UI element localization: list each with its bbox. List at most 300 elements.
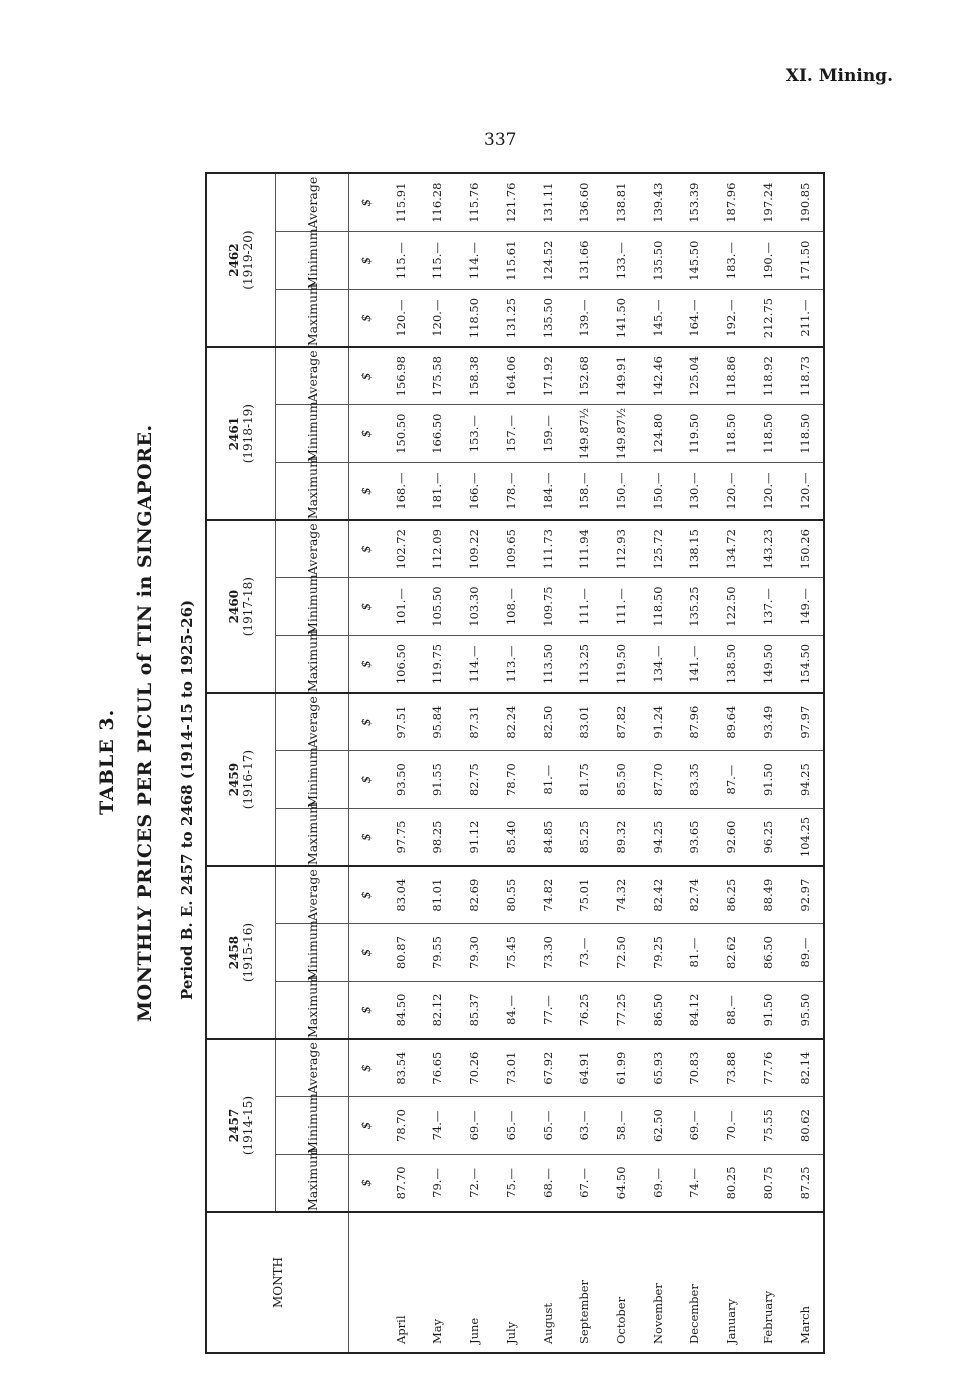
year-ce: (1914-15) [241,1095,255,1156]
price-cell: 75.45 [493,924,530,982]
month-label: September [577,1279,592,1344]
price-cell: 156.98 [382,347,419,405]
price-cell: 86.50 [639,981,676,1039]
price-cell: 149.87½ [603,405,640,463]
price-cell: 166.— [456,462,493,520]
price-cell: 62.50 [639,1097,676,1155]
price-cell: 92.97 [786,866,823,924]
table-row [749,174,786,1352]
price-cell: 150.50 [382,405,419,463]
price-cell: 119.50 [676,405,713,463]
month-label: February [760,1290,775,1344]
price-cell: 72.50 [603,924,640,982]
price-cell: 80.25 [713,1154,750,1212]
price-cell: 150.— [639,462,676,520]
year-be: 2461 [227,416,241,451]
table-row [419,174,456,1352]
month-label: May [430,1318,445,1344]
price-cell: 81.— [529,751,566,809]
month-label: October [613,1296,628,1344]
price-cell: 82.74 [676,866,713,924]
price-cell: 103.30 [456,578,493,636]
table-row [786,174,823,1352]
price-cell: 77.25 [603,981,640,1039]
table-title: MONTHLY PRICES PER PICUL of TIN in SINGAPORE. [134,424,156,1022]
currency-symbol: $ [349,174,383,232]
month-cell [639,1212,676,1352]
price-cell: 115.91 [382,174,419,232]
subheader-maximum: Maximum [276,635,349,693]
price-cell: 91.24 [639,693,676,751]
price-cell: 73.01 [493,1039,530,1097]
tin-prices-table [207,174,823,1352]
price-cell: 113.50 [529,635,566,693]
price-cell: 74.82 [529,866,566,924]
price-cell: 70.26 [456,1039,493,1097]
currency-symbol: $ [349,232,383,290]
currency-symbol: $ [349,751,383,809]
price-cell: 84.85 [529,808,566,866]
price-cell: 79.— [419,1154,456,1212]
price-cell: 82.24 [493,693,530,751]
price-cell: 72.— [456,1154,493,1212]
price-cell: 82.69 [456,866,493,924]
price-cell: 93.49 [749,693,786,751]
month-cell [676,1212,713,1352]
year-ce: (1916-17) [241,749,255,810]
price-cell: 83.35 [676,751,713,809]
price-cell: 70.— [713,1097,750,1155]
price-cell: 73.30 [529,924,566,982]
price-cell: 80.75 [749,1154,786,1212]
month-cell [603,1212,640,1352]
price-cell: 115.— [419,232,456,290]
price-cell: 137.— [749,578,786,636]
subheader-minimum: Minimum [276,578,349,636]
price-cell: 125.04 [676,347,713,405]
currency-month-cell [349,1212,383,1352]
table-period: Period B. E. 2457 to 2468 (1914-15 to 1925-26) [178,599,196,1000]
price-cell: 135.50 [529,290,566,348]
subheader-maximum: Maximum [276,462,349,520]
price-cell: 84.50 [382,981,419,1039]
price-cell: 95.50 [786,981,823,1039]
price-cell: 65.— [529,1097,566,1155]
currency-symbol: $ [349,981,383,1039]
price-cell: 135.25 [676,578,713,636]
price-cell: 120.— [713,462,750,520]
price-cell: 64.50 [603,1154,640,1212]
price-cell: 81.01 [419,866,456,924]
year-group-2461 [207,347,276,520]
currency-symbol: $ [349,462,383,520]
price-cell: 87.— [713,751,750,809]
price-cell: 83.01 [566,693,603,751]
price-cell: 91.50 [749,981,786,1039]
currency-symbol: $ [349,290,383,348]
price-cell: 187.96 [713,174,750,232]
price-cell: 120.— [382,290,419,348]
price-cell: 112.93 [603,520,640,578]
price-cell: 118.50 [639,578,676,636]
year-ce: (1917-18) [241,577,255,637]
year-ce: (1918-19) [241,404,255,464]
price-cell: 106.50 [382,635,419,693]
price-cell: 89.64 [713,693,750,751]
price-cell: 93.65 [676,808,713,866]
year-ce: (1919-20) [241,230,255,290]
subheader-average: Average [276,347,349,405]
price-cell: 88.49 [749,866,786,924]
price-cell: 61.99 [603,1039,640,1097]
table-row [676,174,713,1352]
price-cell: 121.76 [493,174,530,232]
price-cell: 80.62 [786,1097,823,1155]
price-cell: 141.50 [603,290,640,348]
price-cell: 139.43 [639,174,676,232]
price-cell: 118.73 [786,347,823,405]
price-cell: 69.— [639,1154,676,1212]
price-cell: 152.68 [566,347,603,405]
price-cell: 97.75 [382,808,419,866]
price-cell: 86.25 [713,866,750,924]
price-cell: 74.— [676,1154,713,1212]
price-cell: 77.— [529,981,566,1039]
price-cell: 149.50 [749,635,786,693]
price-cell: 68.— [529,1154,566,1212]
price-cell: 88.— [713,981,750,1039]
price-cell: 83.54 [382,1039,419,1097]
price-cell: 95.84 [419,693,456,751]
year-group-2458 [207,866,276,1039]
year-be: 2462 [227,243,241,277]
year-group-2457 [207,1039,276,1212]
subheader-average: Average [276,1039,349,1097]
price-cell: 131.66 [566,232,603,290]
price-cell: 87.70 [382,1154,419,1212]
price-cell: 131.25 [493,290,530,348]
price-cell: 87.31 [456,693,493,751]
price-cell: 74.— [419,1097,456,1155]
subheader-minimum: Minimum [276,1097,349,1155]
price-cell: 154.50 [786,635,823,693]
price-cell: 83.04 [382,866,419,924]
price-cell: 164.— [676,290,713,348]
table-row [639,174,676,1352]
table-row [456,174,493,1352]
price-cell: 109.65 [493,520,530,578]
price-cell: 108.— [493,578,530,636]
price-cell: 197.24 [749,174,786,232]
price-cell: 130.— [676,462,713,520]
price-cell: 120.— [786,462,823,520]
price-cell: 150.— [603,462,640,520]
price-cell: 89.— [786,924,823,982]
price-cell: 118.50 [713,405,750,463]
subheader-maximum: Maximum [276,1154,349,1212]
price-cell: 181.— [419,462,456,520]
currency-symbol: $ [349,808,383,866]
price-cell: 114.— [456,232,493,290]
price-cell: 85.40 [493,808,530,866]
price-cell: 141.— [676,635,713,693]
page-number: 337 [484,130,517,150]
price-cell: 65.93 [639,1039,676,1097]
price-cell: 120.— [749,462,786,520]
currency-symbol: $ [349,1154,383,1212]
price-cell: 109.22 [456,520,493,578]
price-cell: 118.50 [786,405,823,463]
month-label: March [797,1306,812,1344]
price-cell: 164.06 [493,347,530,405]
price-cell: 118.86 [713,347,750,405]
price-cell: 131.11 [529,174,566,232]
price-cell: 91.55 [419,751,456,809]
price-cell: 149.87½ [566,405,603,463]
rotated-table-wrapper [207,174,823,1352]
table-row [382,174,419,1352]
price-cell: 76.65 [419,1039,456,1097]
price-cell: 143.23 [749,520,786,578]
price-cell: 192.— [713,290,750,348]
price-cell: 138.81 [603,174,640,232]
price-cell: 183.— [713,232,750,290]
price-cell: 67.92 [529,1039,566,1097]
price-cell: 114.— [456,635,493,693]
price-cell: 112.09 [419,520,456,578]
subheader-minimum: Minimum [276,405,349,463]
price-cell: 73.88 [713,1039,750,1097]
year-group-2460 [207,520,276,693]
price-cell: 150.26 [786,520,823,578]
price-cell: 105.50 [419,578,456,636]
price-cell: 149.— [786,578,823,636]
price-cell: 116.28 [419,174,456,232]
price-cell: 81.75 [566,751,603,809]
price-cell: 184.— [529,462,566,520]
price-cell: 81.— [676,924,713,982]
price-cell: 134.72 [713,520,750,578]
section-header: XI. Mining. [785,66,893,86]
price-cell: 119.75 [419,635,456,693]
price-cell: 73.— [566,924,603,982]
price-cell: 190.— [749,232,786,290]
price-cell: 211.— [786,290,823,348]
price-cell: 157.— [493,405,530,463]
subheader-average: Average [276,866,349,924]
currency-symbol: $ [349,520,383,578]
price-cell: 67.— [566,1154,603,1212]
price-cell: 113.— [493,635,530,693]
month-cell [382,1212,419,1352]
subheader-average: Average [276,174,349,232]
table-row [603,174,640,1352]
price-cell: 142.46 [639,347,676,405]
price-cell: 85.50 [603,751,640,809]
price-cell: 122.50 [713,578,750,636]
price-cell: 84.— [493,981,530,1039]
month-label: November [650,1283,665,1344]
price-cell: 85.37 [456,981,493,1039]
price-cell: 109.75 [529,578,566,636]
price-cell: 175.58 [419,347,456,405]
table-label: TABLE 3. [96,708,118,815]
month-cell [566,1212,603,1352]
price-cell: 74.32 [603,866,640,924]
price-cell: 58.— [603,1097,640,1155]
price-cell: 85.25 [566,808,603,866]
price-cell: 166.50 [419,405,456,463]
subheader-average: Average [276,520,349,578]
year-be: 2457 [227,1108,241,1143]
year-group-2462 [207,174,276,347]
price-cell: 87.82 [603,693,640,751]
price-cell: 111.— [566,578,603,636]
price-cell: 118.50 [749,405,786,463]
month-label: July [503,1321,518,1344]
currency-symbol: $ [349,1097,383,1155]
table-row [493,174,530,1352]
month-cell [713,1212,750,1352]
price-cell: 96.25 [749,808,786,866]
month-label: August [540,1302,555,1344]
price-cell: 124.80 [639,405,676,463]
price-cell: 82.62 [713,924,750,982]
price-cell: 149.91 [603,347,640,405]
subheader-minimum: Minimum [276,232,349,290]
price-cell: 139.— [566,290,603,348]
subheader-maximum: Maximum [276,981,349,1039]
price-cell: 79.25 [639,924,676,982]
subheader-minimum: Minimum [276,751,349,809]
price-cell: 97.97 [786,693,823,751]
price-cell: 138.50 [713,635,750,693]
price-cell: 92.60 [713,808,750,866]
price-cell: 118.92 [749,347,786,405]
price-cell: 135.50 [639,232,676,290]
price-cell: 98.25 [419,808,456,866]
price-cell: 82.12 [419,981,456,1039]
month-label: June [467,1317,482,1344]
currency-symbol: $ [349,866,383,924]
price-cell: 111.— [603,578,640,636]
price-cell: 136.60 [566,174,603,232]
price-cell: 115.— [382,232,419,290]
month-label: January [724,1298,739,1344]
price-cell: 153.— [456,405,493,463]
year-be: 2458 [227,935,241,970]
price-cell: 134.— [639,635,676,693]
subheader-minimum: Minimum [276,924,349,982]
price-cell: 77.76 [749,1039,786,1097]
year-ce: (1915-16) [241,922,255,983]
currency-symbol: $ [349,635,383,693]
price-cell: 119.50 [603,635,640,693]
price-cell: 159.— [529,405,566,463]
month-cell [749,1212,786,1352]
price-cell: 82.14 [786,1039,823,1097]
year-header-row [207,174,276,1352]
price-cell: 75.01 [566,866,603,924]
price-cell: 84.12 [676,981,713,1039]
price-cell: 97.51 [382,693,419,751]
price-cell: 69.— [456,1097,493,1155]
price-cell: 118.50 [456,290,493,348]
month-label: December [687,1284,702,1344]
price-cell: 79.55 [419,924,456,982]
price-cell: 171.50 [786,232,823,290]
price-cell: 63.— [566,1097,603,1155]
price-cell: 80.55 [493,866,530,924]
price-cell: 158.38 [456,347,493,405]
price-cell: 212.75 [749,290,786,348]
price-cell: 104.25 [786,808,823,866]
currency-symbol: $ [349,924,383,982]
subheader-average: Average [276,693,349,751]
month-cell [493,1212,530,1352]
year-group-2459 [207,693,276,866]
currency-row [349,174,383,1352]
price-cell: 78.70 [493,751,530,809]
price-cell: 82.42 [639,866,676,924]
price-cell: 125.72 [639,520,676,578]
month-cell [456,1212,493,1352]
price-cell: 111.73 [529,520,566,578]
price-cell: 75.55 [749,1097,786,1155]
price-cell: 145.50 [676,232,713,290]
currency-symbol: $ [349,578,383,636]
price-cell: 111.94 [566,520,603,578]
currency-symbol: $ [349,347,383,405]
subheader-maximum: Maximum [276,290,349,348]
price-cell: 91.50 [749,751,786,809]
price-cell: 171.92 [529,347,566,405]
price-cell: 76.25 [566,981,603,1039]
price-cell: 145.— [639,290,676,348]
price-cell: 93.50 [382,751,419,809]
price-cell: 138.15 [676,520,713,578]
price-cell: 101.— [382,578,419,636]
price-cell: 102.72 [382,520,419,578]
price-cell: 82.50 [529,693,566,751]
price-cell: 115.61 [493,232,530,290]
price-cell: 65.— [493,1097,530,1155]
month-cell [529,1212,566,1352]
price-cell: 87.70 [639,751,676,809]
price-cell: 190.85 [786,174,823,232]
price-cell: 64.91 [566,1039,603,1097]
price-cell: 115.76 [456,174,493,232]
price-cell: 87.96 [676,693,713,751]
price-cell: 82.75 [456,751,493,809]
price-cell: 79.30 [456,924,493,982]
year-be: 2459 [227,762,241,797]
price-cell: 69.— [676,1097,713,1155]
price-cell: 75.— [493,1154,530,1212]
price-cell: 124.52 [529,232,566,290]
price-cell: 120.— [419,290,456,348]
price-cell: 113.25 [566,635,603,693]
month-header: MONTH [207,1212,349,1352]
price-cell: 94.25 [786,751,823,809]
price-cell: 89.32 [603,808,640,866]
price-cell: 153.39 [676,174,713,232]
price-cell: 70.83 [676,1039,713,1097]
month-cell [419,1212,456,1352]
price-cell: 87.25 [786,1154,823,1212]
table-row [566,174,603,1352]
year-be: 2460 [227,589,241,624]
